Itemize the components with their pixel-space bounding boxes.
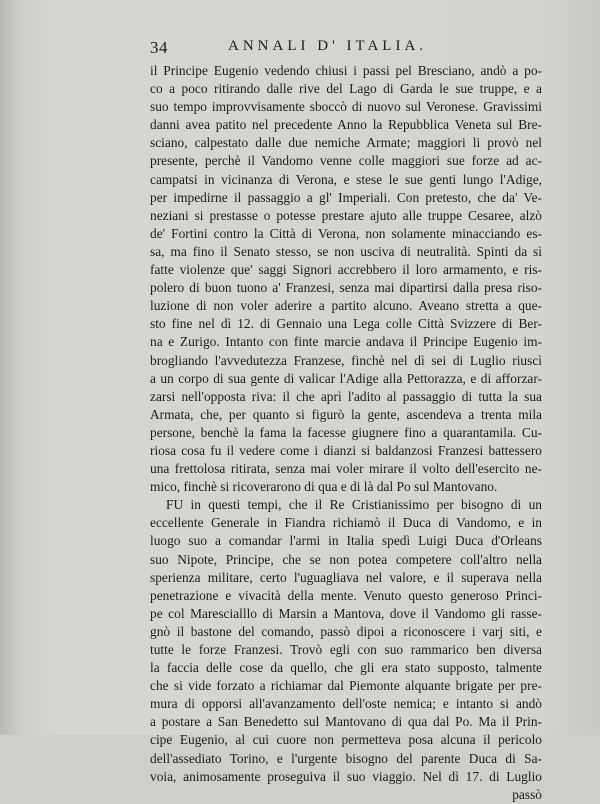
text-line: mura di opporsi all'avanzamento dell'oste nemica; e intanto si andò — [150, 696, 542, 712]
text-line: il Principe Eugenio vedendo chiusi i passi pel Bresciano, andò a po- — [150, 63, 542, 78]
text-line: pe col Marescialllo di Marsin a Mantova, dove il Vandomo gli rasse- — [150, 605, 542, 621]
text-line: de' Fortini contro la Città di Verona, non solamente minacciando es- — [150, 225, 542, 241]
text-line: mico, finchè si ricoverarono di qua e di là dal Po sul Mantovano. — [150, 479, 498, 495]
text-line: polero di buon tuono a' Franzesi, senza mai dipartirsi dalla presa riso- — [150, 280, 542, 296]
paragraph-start-line: FU in questi tempi, che il Re Cristianissimo per bisogno di un — [166, 497, 542, 513]
text-line: la faccia delle cose da quello, che gli era stato supposto, talmente — [150, 660, 542, 676]
text-line: persone, benchè la fama la facesse giugnere fino a quarantamila. Cu- — [150, 424, 542, 440]
text-line: campatsi in vicinanza di Verona, e stese le sue genti lungo l'Adige, — [150, 171, 542, 187]
text-line: voia, animosamente proseguiva il suo viaggio. Nel dì 17. di Luglio — [150, 768, 542, 784]
text-line: co a poco ritirando dalle rive del Lago di Garda le sue truppe, e a — [150, 81, 542, 97]
text-line: sto fine nel dì 12. di Gennaio una Lega colle Città Svizzere di Ber- — [150, 316, 542, 332]
text-line: gnò il bastone del comando, passò dipoi a riconoscere i varj siti, e — [150, 623, 542, 639]
page-header — [150, 38, 490, 58]
text-line: fatte violenze que' saggi Signori accrebbero il loro armamento, e ris- — [150, 262, 542, 278]
text-line: Armata, che, per quanto si figurò la gente, ascendeva a trenta mila — [150, 406, 542, 422]
running-title: ANNALI D' ITALIA. — [228, 38, 428, 54]
text-line: luzione di non voler aderire a partito alcuno. Aveano stretta a que- — [150, 298, 542, 314]
text-line: dell'assediato Torino, e l'urgente bisogno del parente Duca di Sa- — [150, 750, 542, 766]
text-line: una frettolosa ritirata, senza mai voler mirare il volto dell'esercito ne- — [150, 461, 542, 477]
text-line: presente, perchè il Vandomo venne colle maggiori sue forze ad ac- — [150, 153, 542, 169]
page-number: 34 — [150, 38, 168, 57]
catchword: passò — [512, 786, 542, 802]
text-line: sperienza militare, certo l'uguagliava nel valore, e il superava nella — [150, 569, 542, 585]
text-line: sciano, calpestato dalle due nemiche Armate; maggiori li provò nel — [150, 135, 542, 151]
text-line: danni avea patito nel precedente Anno la Repubblica Veneta sul Bre- — [150, 117, 542, 133]
body-text — [150, 62, 542, 804]
text-line: suo Nipote, Principe, che se non potea competere coll'altro nella — [150, 551, 542, 567]
text-line: tutte le forze Franzesi. Trovò egli con suo rammarico ben diversa — [150, 642, 542, 657]
text-line: suo tempo improvvisamente sboccò di nuovo sul Veronese. Gravissimi — [150, 99, 542, 115]
text-line: zarsi nell'opposta riva: il che aprì l'adito al passaggio di tutta la sua — [150, 388, 542, 404]
text-line: neziani si prestasse o potesse prestare ajuto alle truppe Cesaree, alzò — [150, 207, 542, 223]
text-line: sa, ma fino il Senato stesso, se non usciva di neutralità. Spinti da sì — [150, 243, 542, 259]
text-line: riosa cosa fu il vedere come i dianzi si baldanzosi Franzesi battessero — [150, 442, 542, 458]
text-line: luogo suo a comandar l'armi in Italia spedì Luigi Duca d'Orleans — [150, 533, 542, 549]
text-line: per impedirne il passaggio a gl' Imperiali. Con pretesto, che da' Ve- — [150, 189, 542, 205]
text-line: che si vide forzato a richiamar dal Piemonte alquante brigate per pre- — [150, 678, 542, 694]
text-line: a un corpo di sua gente di valicar l'Adige alla Pettorazza, e di afforzar- — [150, 370, 542, 386]
text-line: brogliando l'avvedutezza Franzese, finchè nel dì sei di Luglio riuscì — [150, 352, 542, 368]
text-line: a postare a San Benedetto sul Mantovano di qua dal Po. Ma il Prin- — [150, 714, 542, 730]
text-line: eccellente Generale in Fiandra richiamò il Duca di Vandomo, e in — [150, 515, 542, 531]
text-line: penetrazione e vivacità della mente. Venuto questo generoso Princi- — [150, 587, 542, 603]
text-line: cipe Eugenio, al cui cuore non permetteva posa alcuna il pericolo — [150, 732, 542, 748]
text-line: na e Zurigo. Intanto con finte marcie andava il Principe Eugenio im- — [150, 334, 542, 350]
